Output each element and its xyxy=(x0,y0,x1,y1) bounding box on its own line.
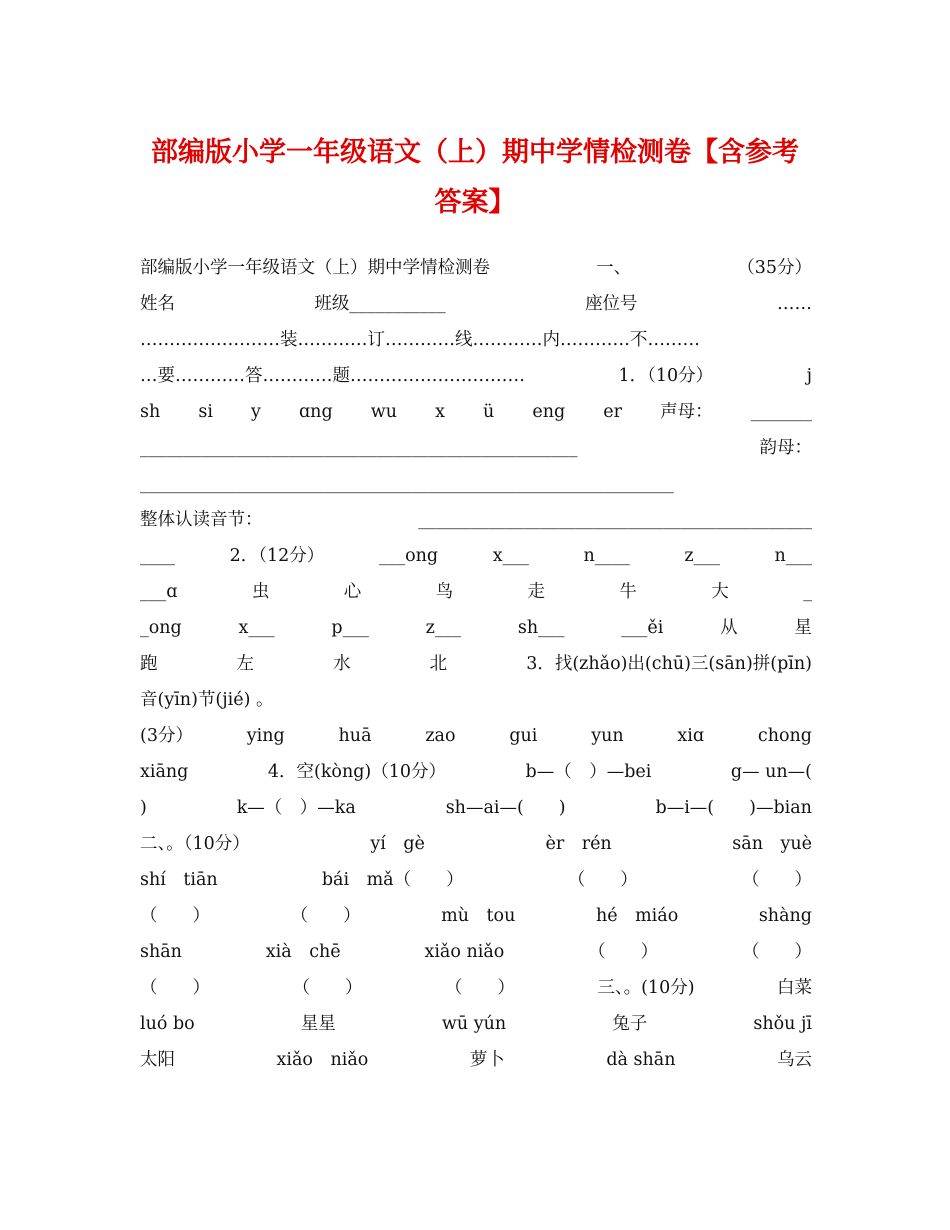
text-segment: bái mǎ（ ） xyxy=(321,870,464,890)
text-line xyxy=(140,286,812,322)
text-segment: 整体认读音节： xyxy=(140,510,263,530)
text-segment: wū yún xyxy=(441,1014,507,1034)
text-segment: _______ xyxy=(750,402,812,422)
text-segment: ü xyxy=(483,402,495,422)
text-segment: （ ） xyxy=(741,942,812,962)
text-segment: 一、 xyxy=(596,258,632,278)
text-segment: 从 xyxy=(720,618,738,638)
text-segment: 1．（10分） xyxy=(618,366,714,386)
text-line xyxy=(140,610,812,646)
text-segment: 走 xyxy=(527,582,546,602)
title-line-1: 部编版小学一年级语文（上）期中学情检测卷【含参考 xyxy=(151,137,799,168)
text-segment: （ ） xyxy=(290,906,361,926)
text-line xyxy=(140,358,812,394)
text-segment: 白菜 xyxy=(777,978,812,998)
text-line xyxy=(140,790,812,826)
text-segment: xiǎo niǎo xyxy=(276,1050,369,1070)
text-segment: 座位号 xyxy=(585,294,638,314)
text-segment: z___ xyxy=(425,618,462,638)
text-segment: sh—ai—( ) xyxy=(445,798,566,818)
text-segment: xiǎo niǎo xyxy=(424,942,505,962)
text-line xyxy=(140,646,812,682)
text-segment: si xyxy=(198,402,213,422)
text-segment: hé miáo xyxy=(595,906,679,926)
text-segment: xiɑ xyxy=(677,726,705,746)
text-segment: shān xyxy=(140,942,182,962)
text-segment: （ ） xyxy=(140,978,210,998)
text-segment: 太阳 xyxy=(140,1050,175,1070)
text-segment: （ ） xyxy=(588,942,659,962)
text-segment: sh___ xyxy=(517,618,565,638)
text-line xyxy=(140,754,812,790)
text-segment: 星 xyxy=(794,618,812,638)
text-line xyxy=(140,250,812,286)
text-segment: 心 xyxy=(343,582,362,602)
text-segment: 韵母： xyxy=(759,438,812,458)
text-segment: _ong xyxy=(140,618,182,638)
text-line xyxy=(140,826,812,862)
text-segment: 声母： xyxy=(660,402,713,422)
text-line xyxy=(140,718,812,754)
text-segment: n____ xyxy=(583,546,630,566)
text-segment: 4．空(kòng)（10分） xyxy=(267,762,447,782)
text-segment: ___ɑ xyxy=(140,582,178,602)
text-segment: x xyxy=(435,402,445,422)
text-line xyxy=(140,1042,812,1078)
text-segment: eng xyxy=(532,402,566,422)
text-segment: （ ） xyxy=(140,906,210,926)
text-line xyxy=(140,934,812,970)
text-segment: 乌云 xyxy=(777,1050,812,1070)
text-line xyxy=(140,394,812,430)
text-segment: x___ xyxy=(238,618,275,638)
text-segment: k—（ ）—ka xyxy=(236,798,356,818)
text-segment: huā xyxy=(338,726,372,746)
text-segment: yun xyxy=(591,726,624,746)
text-segment: (3分） xyxy=(140,726,193,746)
text-segment: zao xyxy=(425,726,456,746)
text-segment: dà shān xyxy=(606,1050,676,1070)
text-segment: shàng xyxy=(758,906,812,926)
text-line xyxy=(140,682,812,718)
text-segment: chong xyxy=(757,726,812,746)
text-segment: 左 xyxy=(236,654,255,674)
text-segment: n___ xyxy=(774,546,812,566)
text-segment: 三、。(10分) xyxy=(597,978,695,998)
text-line xyxy=(140,322,812,358)
text-segment: 姓名 xyxy=(140,294,175,314)
text-segment: 部编版小学一年级语文（上）期中学情检测卷 xyxy=(140,258,490,278)
text-segment: èr rén xyxy=(545,834,612,854)
text-segment: ) xyxy=(140,798,147,818)
text-segment: p___ xyxy=(331,618,369,638)
text-segment: 跑 xyxy=(140,654,158,674)
text-segment: （ ） xyxy=(741,870,812,890)
text-segment: z___ xyxy=(684,546,720,566)
text-segment: 水 xyxy=(333,654,351,674)
document-body xyxy=(140,250,812,1078)
text-segment: shǒu jī xyxy=(753,1014,812,1034)
text-segment: __________________________________________________ xyxy=(140,438,578,458)
text-segment: y xyxy=(251,402,261,422)
text-segment: 兔子 xyxy=(612,1014,648,1034)
text-segment: （35分） xyxy=(737,258,812,278)
text-segment: 牛 xyxy=(619,582,637,602)
text-line xyxy=(140,898,812,934)
text-segment: 鸟 xyxy=(435,582,454,602)
text-segment: 萝卜 xyxy=(469,1050,505,1070)
text-segment: 2．（12分） xyxy=(229,546,325,566)
text-segment: j xyxy=(806,366,812,386)
text-segment: （ ） xyxy=(292,978,363,998)
text-segment: _ xyxy=(803,582,812,602)
text-line xyxy=(140,502,812,538)
text-segment: x___ xyxy=(492,546,529,566)
text-segment: shí tiān xyxy=(140,870,218,890)
text-segment: luó bo xyxy=(140,1014,195,1034)
text-segment: 星星 xyxy=(300,1014,336,1034)
text-segment: xiāng xyxy=(140,762,189,782)
text-line xyxy=(140,430,812,466)
text-line xyxy=(140,574,812,610)
text-segment: _____________________________________________ xyxy=(418,510,812,530)
title-line-2: 答案】 xyxy=(434,187,516,218)
text-segment: ____ xyxy=(140,546,175,566)
text-segment: gui xyxy=(509,726,538,746)
text-segment: g— un—( xyxy=(730,762,812,782)
text-segment: 北 xyxy=(429,654,448,674)
text-line xyxy=(140,466,812,502)
text-segment: ying xyxy=(246,726,285,746)
text-segment: yí gè xyxy=(370,834,425,854)
text-segment: …要…………答…………题………………………… xyxy=(140,366,525,386)
text-line xyxy=(140,538,812,574)
text-segment: xià chē xyxy=(265,942,341,962)
text-segment: 大 xyxy=(711,582,729,602)
text-segment: 音(yīn)节(jié) 。 xyxy=(140,690,274,710)
text-segment: （ ） xyxy=(444,978,515,998)
text-segment: b—（ ）—bei xyxy=(525,762,652,782)
text-line xyxy=(140,970,812,1006)
text-segment: sh xyxy=(140,402,161,422)
text-segment: er xyxy=(603,402,623,422)
text-line xyxy=(140,862,812,898)
text-segment: _____________________________________________________________ xyxy=(140,474,674,494)
text-segment: sān yuè xyxy=(732,834,812,854)
text-segment: 二、。（10分） xyxy=(140,834,250,854)
text-segment: ___ěi xyxy=(621,618,664,638)
text-segment: 虫 xyxy=(251,582,270,602)
text-segment: b—i—( )—bian xyxy=(655,798,812,818)
text-segment: 3．找(zhǎo)出(chū)三(sān)拼(pīn) xyxy=(526,654,812,674)
text-segment: mù tou xyxy=(441,906,516,926)
text-segment: （ ） xyxy=(567,870,638,890)
text-segment: ɑng xyxy=(298,402,333,422)
text-segment: wu xyxy=(370,402,397,422)
document-title xyxy=(120,128,830,228)
text-segment: …… xyxy=(776,294,812,314)
text-segment: 班级___________ xyxy=(314,294,446,314)
text-line xyxy=(140,1006,812,1042)
text-segment: ___ong xyxy=(378,546,439,566)
text-segment: ……………………装…………订…………线…………内…………不……… xyxy=(140,330,700,350)
